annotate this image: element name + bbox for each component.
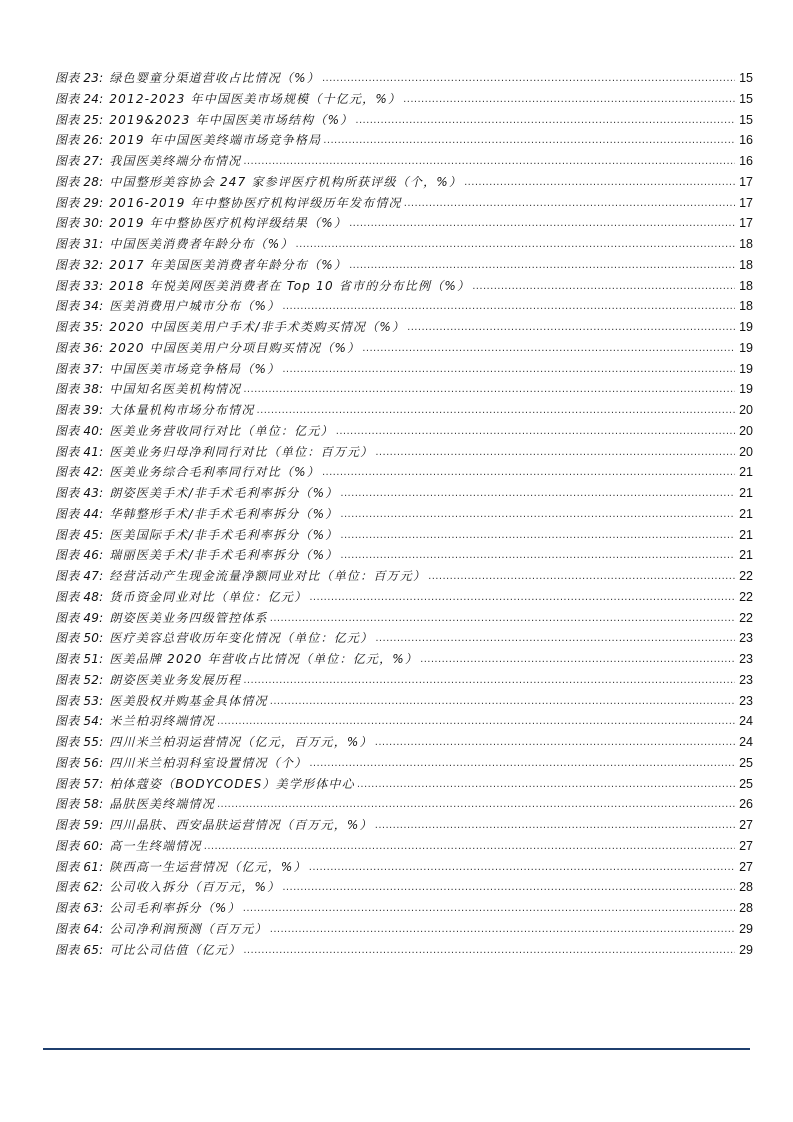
toc-dot-leader: [420, 648, 735, 671]
toc-entry-page-number: 21: [739, 465, 753, 480]
toc-entry-label: 图表 42:: [55, 465, 104, 480]
toc-entry-label: 图表 63:: [55, 901, 104, 915]
toc-dot-leader: [322, 461, 735, 484]
toc-entry-page-number: 26: [739, 797, 753, 812]
toc-entry-page-number: 22: [739, 589, 753, 604]
toc-entry-page-number: 15: [739, 112, 753, 127]
toc-entry-title: 医美品牌 2020 年营收占比情况（单位：亿元，%）: [109, 652, 419, 666]
toc-entry-page-number: 28: [739, 901, 753, 915]
toc-entry-page-number: 17: [739, 195, 753, 210]
toc-entry-title: 我国医美终端分布情况: [109, 154, 242, 168]
toc-entry[interactable]: [55, 794, 753, 815]
toc-entry-page-number: 23: [739, 672, 753, 687]
toc-entry-label: 图表 57:: [55, 776, 104, 791]
toc-entry[interactable]: [55, 628, 753, 649]
toc-dot-leader: [282, 295, 735, 318]
toc-entry-title: 绿色婴童分渠道营收占比情况（%）: [109, 71, 320, 85]
toc-entry-page-number: 29: [739, 942, 753, 957]
toc-entry-label: 图表 50:: [55, 631, 104, 646]
toc-entry-label: 图表 30:: [55, 216, 104, 231]
toc-entry[interactable]: [55, 898, 753, 919]
toc-entry-page-number: 20: [739, 423, 753, 438]
toc-dot-leader: [204, 835, 735, 858]
toc-entry-page-number: 19: [739, 361, 753, 376]
toc-entry[interactable]: [55, 172, 753, 193]
toc-entry-label: 图表 39:: [55, 403, 104, 417]
table-of-figures: [55, 68, 753, 960]
toc-entry-page-number: 21: [739, 548, 753, 563]
toc-entry-page-number: 28: [739, 880, 753, 895]
toc-entry-label: 图表 49:: [55, 610, 104, 625]
toc-entry-label: 图表 54:: [55, 714, 104, 729]
toc-dot-leader: [270, 607, 735, 630]
toc-entry[interactable]: [55, 545, 753, 566]
toc-dot-leader: [340, 482, 735, 505]
toc-entry[interactable]: [55, 877, 753, 898]
toc-entry-title: 瑞丽医美手术/非手术毛利率拆分（%）: [109, 548, 339, 563]
toc-dot-leader: [282, 358, 735, 381]
toc-dot-leader: [270, 918, 735, 941]
toc-entry[interactable]: [55, 857, 753, 878]
toc-entry-label: 图表 37:: [55, 361, 104, 376]
toc-entry[interactable]: [55, 276, 753, 297]
toc-entry-label: 图表 34:: [55, 299, 104, 314]
toc-entry-label: 图表 53:: [55, 693, 104, 708]
toc-entry-label: 图表 55:: [55, 735, 104, 749]
toc-entry[interactable]: [55, 940, 753, 961]
toc-entry-page-number: 29: [739, 921, 753, 936]
toc-entry-title: 朗姿医美业务四级管控体系: [109, 610, 268, 625]
toc-entry-title: 医美业务综合毛利率同行对比（%）: [109, 465, 320, 480]
toc-dot-leader: [243, 378, 735, 401]
toc-entry-title: 医美业务营收同行对比（单位：亿元）: [109, 423, 334, 438]
footer-divider: [43, 1048, 750, 1050]
toc-entry[interactable]: [55, 193, 753, 214]
toc-dot-leader: [336, 420, 735, 443]
toc-dot-leader: [464, 171, 735, 194]
toc-dot-leader: [428, 565, 735, 588]
toc-entry[interactable]: [55, 110, 753, 131]
toc-dot-leader: [243, 897, 735, 920]
toc-entry-label: 图表 26:: [55, 133, 104, 148]
toc-entry-page-number: 23: [739, 693, 753, 708]
toc-entry[interactable]: [55, 255, 753, 276]
toc-dot-leader: [270, 690, 735, 713]
toc-entry-page-number: 18: [739, 257, 753, 272]
toc-entry-page-number: 19: [739, 382, 753, 397]
toc-entry-label: 图表 25:: [55, 112, 104, 127]
toc-entry-page-number: 17: [739, 216, 753, 231]
toc-entry-page-number: 18: [739, 299, 753, 314]
toc-entry-page-number: 27: [739, 838, 753, 853]
toc-entry-label: 图表 41:: [55, 444, 104, 459]
toc-entry-page-number: 25: [739, 776, 753, 791]
toc-entry[interactable]: [55, 400, 753, 421]
toc-entry-title: 2020 中国医美用户手术/非手术类购买情况（%）: [109, 320, 406, 334]
toc-entry[interactable]: [55, 711, 753, 732]
toc-dot-leader: [375, 731, 735, 754]
toc-entry-label: 图表 24:: [55, 91, 104, 106]
toc-entry[interactable]: [55, 89, 753, 110]
toc-entry-title: 公司收入拆分（百万元，%）: [109, 880, 281, 895]
toc-entry-page-number: 23: [739, 652, 753, 666]
toc-entry-title: 2019 年中整协医疗机构评级结果（%）: [109, 216, 348, 231]
toc-entry[interactable]: [55, 338, 753, 359]
toc-entry[interactable]: [55, 504, 753, 525]
toc-entry-label: 图表 47:: [55, 569, 104, 583]
toc-entry-page-number: 18: [739, 237, 753, 251]
toc-entry-page-number: 20: [739, 403, 753, 417]
toc-entry-page-number: 21: [739, 506, 753, 521]
toc-entry-label: 图表 65:: [55, 942, 104, 957]
toc-entry-label: 图表 58:: [55, 797, 104, 812]
toc-entry-title: 米兰柏羽终端情况: [109, 714, 215, 729]
toc-entry[interactable]: [55, 483, 753, 504]
toc-entry-title: 2019 年中国医美终端市场竞争格局: [109, 133, 322, 148]
toc-entry[interactable]: [55, 379, 753, 400]
toc-entry-title: 四川米兰柏羽科室设置情况（个）: [109, 755, 308, 770]
toc-entry[interactable]: [55, 130, 753, 151]
toc-dot-leader: [257, 399, 735, 422]
toc-entry-title: 中国医美消费者年龄分布（%）: [109, 237, 294, 251]
toc-entry-label: 图表 60:: [55, 838, 104, 853]
toc-entry-title: 医美国际手术/非手术毛利率拆分（%）: [109, 527, 339, 542]
toc-dot-leader: [362, 337, 735, 360]
toc-entry-label: 图表 64:: [55, 921, 104, 936]
toc-dot-leader: [217, 793, 735, 816]
toc-entry-page-number: 21: [739, 527, 753, 542]
toc-entry-title: 2017 年美国医美消费者年龄分布（%）: [109, 257, 348, 272]
toc-entry-label: 图表 28:: [55, 174, 104, 189]
toc-entry-title: 晶肤医美终端情况: [109, 797, 215, 812]
toc-entry-page-number: 24: [739, 735, 753, 749]
toc-entry-label: 图表 32:: [55, 257, 104, 272]
toc-entry-label: 图表 29:: [55, 195, 104, 210]
toc-dot-leader: [340, 544, 735, 567]
toc-entry-page-number: 15: [739, 71, 753, 85]
toc-dot-leader: [323, 129, 735, 152]
toc-entry[interactable]: [55, 213, 753, 234]
toc-entry-page-number: 16: [739, 133, 753, 148]
toc-dot-leader: [322, 67, 735, 90]
toc-dot-leader: [309, 856, 735, 879]
toc-entry-title: 华韩整形手术/非手术毛利率拆分（%）: [109, 506, 339, 521]
toc-dot-leader: [243, 939, 735, 962]
toc-entry-page-number: 17: [739, 174, 753, 189]
toc-entry-title: 2019&2023 年中国医美市场结构（%）: [109, 112, 354, 127]
toc-entry-page-number: 19: [739, 320, 753, 334]
toc-entry-label: 图表 23:: [55, 71, 104, 85]
toc-entry-label: 图表 59:: [55, 818, 104, 832]
toc-entry[interactable]: [55, 234, 753, 255]
toc-entry-title: 中国医美市场竞争格局（%）: [109, 361, 281, 376]
toc-dot-leader: [403, 88, 735, 111]
toc-entry-page-number: 18: [739, 278, 753, 293]
toc-entry-title: 柏体蔻姿（BODYCODES）美学形体中心: [109, 776, 355, 791]
toc-entry-label: 图表 44:: [55, 506, 104, 521]
toc-entry-page-number: 24: [739, 714, 753, 729]
toc-entry[interactable]: [55, 442, 753, 463]
toc-dot-leader: [282, 876, 735, 899]
toc-entry-page-number: 22: [739, 569, 753, 583]
toc-dot-leader: [404, 192, 735, 215]
toc-entry-page-number: 16: [739, 154, 753, 168]
toc-entry-title: 医美股权并购基金具体情况: [109, 693, 268, 708]
toc-dot-leader: [355, 109, 735, 132]
toc-entry-title: 公司净利润预测（百万元）: [109, 921, 268, 936]
toc-entry-title: 医疗美容总营收历年变化情况（单位：亿元）: [109, 631, 374, 646]
toc-dot-leader: [243, 150, 735, 173]
toc-entry[interactable]: [55, 317, 753, 338]
toc-entry[interactable]: [55, 815, 753, 836]
toc-entry-title: 中国知名医美机构情况: [109, 382, 242, 397]
toc-dot-leader: [309, 752, 735, 775]
toc-entry-label: 图表 51:: [55, 652, 104, 666]
toc-entry-title: 朗姿医美手术/非手术毛利率拆分（%）: [109, 486, 339, 500]
toc-entry-title: 高一生终端情况: [109, 838, 202, 853]
toc-entry-title: 2020 中国医美用户分项目购买情况（%）: [109, 340, 361, 355]
toc-entry[interactable]: [55, 774, 753, 795]
toc-entry[interactable]: [55, 753, 753, 774]
toc-entry-label: 图表 36:: [55, 340, 104, 355]
toc-dot-leader: [375, 814, 735, 837]
toc-entry-label: 图表 48:: [55, 589, 104, 604]
toc-dot-leader: [472, 275, 735, 298]
toc-dot-leader: [407, 316, 735, 339]
toc-entry-title: 中国整形美容协会 247 家参评医疗机构所获评级（个，%）: [109, 174, 463, 189]
toc-entry-title: 2016-2019 年中整协医疗机构评级历年发布情况: [109, 195, 402, 210]
toc-dot-leader: [375, 627, 735, 650]
toc-entry-page-number: 25: [739, 755, 753, 770]
toc-entry[interactable]: [55, 836, 753, 857]
toc-entry-label: 图表 45:: [55, 527, 104, 542]
toc-entry-page-number: 20: [739, 444, 753, 459]
toc-entry-label: 图表 35:: [55, 320, 104, 334]
toc-entry-page-number: 27: [739, 859, 753, 874]
toc-entry-page-number: 27: [739, 818, 753, 832]
toc-entry[interactable]: [55, 732, 753, 753]
toc-entry-page-number: 23: [739, 631, 753, 646]
toc-entry-label: 图表 56:: [55, 755, 104, 770]
toc-dot-leader: [375, 441, 735, 464]
toc-entry-label: 图表 38:: [55, 382, 104, 397]
toc-dot-leader: [340, 503, 735, 526]
toc-entry-title: 可比公司估值（亿元）: [109, 942, 242, 957]
toc-entry[interactable]: [55, 525, 753, 546]
toc-entry-title: 货币资金同业对比（单位：亿元）: [109, 589, 308, 604]
toc-entry-title: 2018 年悦美网医美消费者在 Top 10 省市的分布比例（%）: [109, 278, 471, 293]
toc-entry-page-number: 22: [739, 610, 753, 625]
toc-entry-label: 图表 43:: [55, 486, 104, 500]
toc-entry-label: 图表 33:: [55, 278, 104, 293]
toc-entry[interactable]: [55, 566, 753, 587]
toc-entry-label: 图表 61:: [55, 859, 104, 874]
toc-entry[interactable]: [55, 608, 753, 629]
toc-entry-title: 四川米兰柏羽运营情况（亿元，百万元，%）: [109, 735, 373, 749]
toc-entry[interactable]: [55, 359, 753, 380]
toc-entry-title: 经营活动产生现金流量净额同业对比（单位：百万元）: [109, 569, 427, 583]
toc-dot-leader: [243, 669, 735, 692]
toc-entry-title: 2012-2023 年中国医美市场规模（十亿元，%）: [109, 91, 402, 106]
toc-dot-leader: [309, 586, 735, 609]
toc-dot-leader: [349, 254, 735, 277]
toc-entry-label: 图表 46:: [55, 548, 104, 563]
toc-entry[interactable]: [55, 151, 753, 172]
toc-entry-page-number: 21: [739, 486, 753, 500]
toc-dot-leader: [349, 212, 735, 235]
toc-dot-leader: [340, 524, 735, 547]
toc-entry[interactable]: [55, 919, 753, 940]
toc-entry-label: 图表 62:: [55, 880, 104, 895]
toc-entry[interactable]: [55, 587, 753, 608]
toc-entry[interactable]: [55, 68, 753, 89]
toc-dot-leader: [357, 773, 735, 796]
toc-entry[interactable]: [55, 421, 753, 442]
toc-entry[interactable]: [55, 649, 753, 670]
toc-entry-title: 公司毛利率拆分（%）: [109, 901, 241, 915]
toc-entry[interactable]: [55, 670, 753, 691]
toc-entry-title: 陕西高一生运营情况（亿元，%）: [109, 859, 307, 874]
toc-entry-label: 图表 40:: [55, 423, 104, 438]
toc-entry[interactable]: [55, 296, 753, 317]
toc-entry-label: 图表 27:: [55, 154, 104, 168]
toc-entry-title: 医美业务归母净利同行对比（单位：百万元）: [109, 444, 374, 459]
toc-entry-title: 朗姿医美业务发展历程: [109, 672, 242, 687]
toc-entry[interactable]: [55, 462, 753, 483]
toc-dot-leader: [217, 710, 735, 733]
toc-dot-leader: [296, 233, 735, 256]
toc-entry-page-number: 15: [739, 91, 753, 106]
toc-entry[interactable]: [55, 691, 753, 712]
toc-entry-page-number: 19: [739, 340, 753, 355]
toc-entry-title: 医美消费用户城市分布（%）: [109, 299, 281, 314]
toc-entry-label: 图表 52:: [55, 672, 104, 687]
toc-entry-title: 大体量机构市场分布情况: [109, 403, 255, 417]
toc-entry-title: 四川晶肤、西安晶肤运营情况（百万元，%）: [109, 818, 373, 832]
toc-entry-label: 图表 31:: [55, 237, 104, 251]
